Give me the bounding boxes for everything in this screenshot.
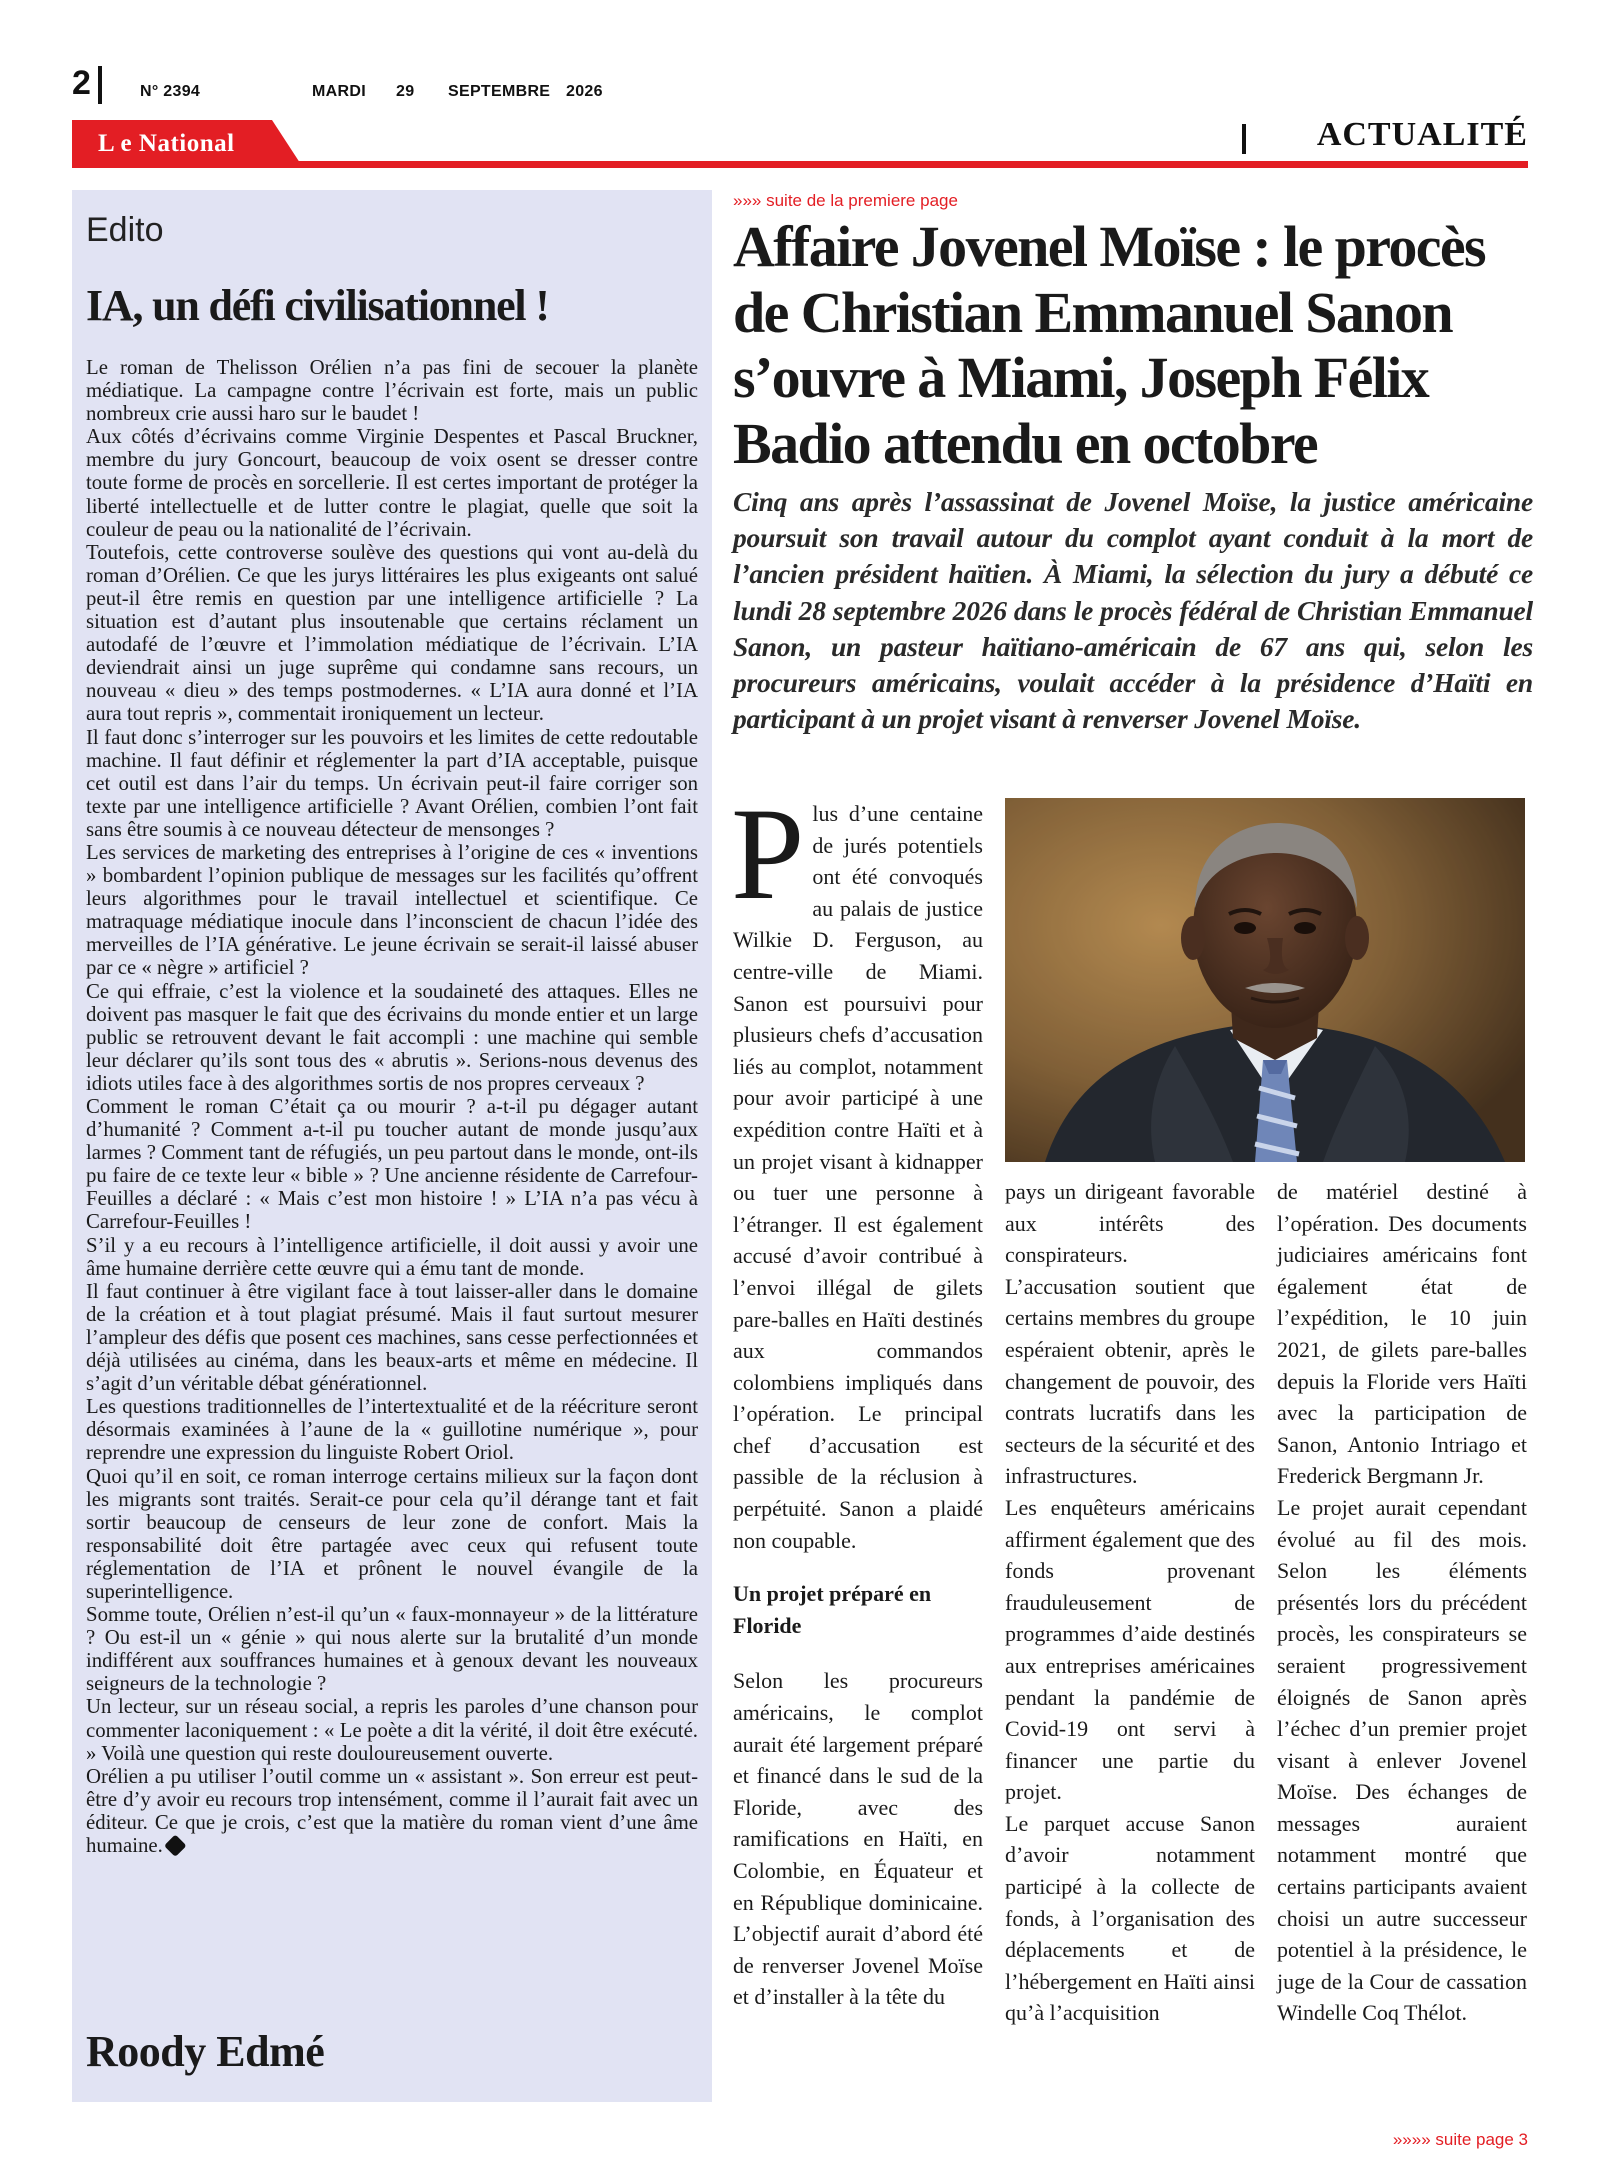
article-paragraph: pays un dirigeant favorable aux intérêts des conspirateurs. — [1005, 1179, 1255, 1268]
edito-paragraph: Quoi qu’il en soit, ce roman interroge certains milieux sur la façon dont les migrants sont traités. Serait-ce pour cela qu’il dérange tant et fait sortir beaucoup de censeurs de leur zone de confort. Mais la responsabilité doit être partagée avec ceux qui refusent toute réglementation de l’IA et prônent le nouvel évangile de la superintelligence. — [86, 1464, 698, 1603]
article-subhead: Un projet préparé en Floride — [733, 1581, 932, 1638]
edito-paragraph: Ce qui effraie, c’est la violence et la soudaineté des attaques. Elles ne doivent pas masquer le fait que des écrivains du monde entier et un large public se retrouvent devant le fait accompli : une machine qui semble leur déclarer qu’ils sont tous des « abrutis ». Serions-nous devenus des idiots utiles face à des algorithmes sortis de nos propres cerveaux ? — [86, 979, 698, 1095]
page-number: 2 — [72, 64, 91, 102]
date-month: SEPTEMBRE — [448, 83, 551, 100]
edito-paragraph: Aux côtés d’écrivains comme Virginie Despentes et Pascal Bruckner, membre du jury Goncourt, beaucoup de voix osent se dresser contre toute forme de procès en sorcellerie. Il est certes important de protéger la liberté intellectuelle et de lutter contre le plagiat, quelle que soit la couleur de peau ou la nationalité de l’écrivain. — [86, 425, 698, 541]
edito-paragraph: Somme toute, Orélien n’est-il qu’un « faux-monnayeur » de la littérature ? Ou est-il un « génie » qui nous alerte sur la brutalité d’un monde indifférent aux souffrances humaines et à genoux devant les nouveaux seigneurs de la technologie ? — [86, 1603, 698, 1696]
edito-paragraph: Les questions traditionnelles de l’intertextualité et de la réécriture seront désormais examinées à l’aune de la « guillotine numérique », pour reprendre une expression du linguiste Robert Oriol. — [86, 1395, 698, 1465]
section-label: ACTUALITÉ — [1316, 116, 1528, 153]
edito-title: IA, un défi civilisationnel ! — [86, 281, 549, 330]
edito-paragraph: Toutefois, cette controverse soulève des questions qui vont au-delà du roman d’Orélien. Ce que les jurys littéraires les plus exigeants ont salué peut-il être remis en question par une intelligence artificielle ? La situation est d’autant plus insoutenable que certains réclament un autodafé de l’œuvre et l’immolation médiatique de l’écrivain. L’IA deviendrait ainsi un juge suprême qui condamne sans recours, un nouveau « dieu » des temps postmodernes. « L’IA aura donné et l’IA aura tout repris », commentait ironiquement un lecteur. — [86, 540, 698, 726]
edito-paragraph: Comment le roman C’était ça ou mourir ? a-t-il pu dégager autant d’humanité ? Comment a-t-il pu toucher autant de monde jusqu’aux larmes ? Comment tant de réfugiés, un peu partout dans le monde, ont-ils pu faire de ce texte leur « bible » ? Une ancienne résidente de Carrefour-Feuilles a déclaré : « Mais c’est mon histoire ! » L’IA n’a pas vécu à Carrefour-Feuilles ! — [86, 1095, 698, 1234]
edito-paragraph: Un lecteur, sur un réseau social, a repris les paroles d’une chanson pour commenter laconiquement : « Le poète a dit la vérité, il doit être exécuté. » Voilà une question qui reste douloureusement ouverte. — [86, 1695, 698, 1765]
edito-paragraph: Les services de marketing des entreprises à l’origine de ces « inventions » bombardent l’opinion publique de messages sur les facilités qu’offrent leurs algorithmes pour le travail intellectuel et scientifique. Ce matraquage médiatique inocule dans l’inconscient de chacun l’idée des merveilles de l’IA générative. Le jeune écrivain se serait-il laissé abuser par ce « nègre » artificiel ? — [86, 840, 698, 980]
newspaper-masthead — [72, 120, 302, 166]
continued-on-link[interactable]: »»»» suite page 3 — [1392, 2130, 1528, 2149]
date-year: 2026 — [566, 83, 603, 100]
edito-body — [86, 356, 698, 1857]
article-lead: Cinq ans après l’assassinat de Jovenel Moïse, la justice américaine poursuit son travail autour du complot ayant conduit à la mort de l’ancien président haïtien. À Miami, la sélection du jury a débuté ce lundi 28 septembre 2026 dans le procès fédéral de Christian Emmanuel Sanon, un pasteur haïtiano-américain de 67 ans qui, selon les procureurs américains, voulait accéder à la présidence d’Haïti en participant à un projet visant à renverser Jovenel Moïse. — [733, 486, 1533, 735]
article-column-3 — [1277, 1176, 1527, 2029]
article-paragraph: Les enquêteurs américains affirment également que des fonds provenant frauduleusement de programmes d’aide destinés aux entreprises américaines pendant la pandémie de Covid-19 ont servi à financer une partie du projet. — [1005, 1494, 1255, 1805]
date-weekday: MARDI — [312, 83, 366, 100]
article-paragraph: L’accusation soutient que certains membres du groupe espéraient obtenir, après le changement de pouvoir, des contrats lucratifs dans les secteurs de la sécurité et des infrastructures. — [1005, 1273, 1255, 1489]
edito-paragraph: Il faut donc s’interroger sur les pouvoirs et les limites de cette redoutable machine. Il faut définir et réglementer la part d’IA acceptable, puisque cet outil est dans l’air du temps. Un écrivain peut-il faire corriger son texte par une intelligence artificielle ? Avant Orélien, combien l’ont fait sans être soumis à ce nouveau détecteur de mensonges ? — [86, 725, 698, 841]
header-rule — [72, 161, 1528, 168]
article-paragraph — [731, 780, 983, 1556]
portrait-illustration — [1005, 798, 1525, 1162]
article-paragraph: Le projet aurait cependant évolué au fil des mois. Selon les éléments présentés lors du précédent procès, les conspirateurs se seraient progressivement éloignés de Sanon après l’échec d’un premier projet visant à enlever Jovenel Moïse. Des échanges de messages auraient notamment montré que certains participants avaient choisi un autre successeur potentiel à la présidence, le juge de la Cour de cassation Windelle Coq Thélot. — [1277, 1494, 1527, 2026]
masthead-title: L e National — [98, 130, 235, 157]
date-day: 29 — [396, 83, 415, 100]
page-number-divider — [98, 66, 102, 104]
edito-paragraph: S’il y a eu recours à l’intelligence artificielle, il doit aussi y avoir une âme humaine derrière cette œuvre qui a ému tant de monde. — [86, 1233, 698, 1280]
edito-panel — [72, 190, 712, 2102]
article-paragraph: Le parquet accuse Sanon d’avoir notamment participé à la collecte de fonds, à l’organisation des déplacements et de l’hébergement en Haïti ainsi qu’à l’acquisition — [1005, 1810, 1255, 2026]
article-column-2 — [1005, 1176, 1255, 2029]
article-paragraph: Selon les procureurs américains, le complot aurait été largement préparé et financé dans le sud de la Floride, avec des ramifications en Haïti, en Colombie, en Équateur et en République dominicaine. L’objectif aurait d’abord été de renverser Jovenel Moïse et d’installer à la tête du — [733, 1668, 983, 2010]
article-headline: Affaire Jovenel Moïse : le procès de Christian Emmanuel Sanon s’ouvre à Miami, Joseph Félix Badio attendu en octobre — [733, 214, 1485, 476]
article-paragraph-text: lus d’une centaine de jurés potentiels ont été convoqués au palais de justice Wilkie D. Ferguson, au centre-ville de Miami. Sanon est poursuivi pour plusieurs chefs d’accusation liés au complot, notamment pour avoir participé à une expédition contre Haïti et à un projet visant à kidnapper ou tuer une personne à l’étranger. Il est également accusé d’avoir contribué à l’envoi illégal de gilets pare-balles en Haïti destinés aux commandos colombiens impliqués dans l’opération. Le principal chef d’accusation est passible de la réclusion à perpétuité. Sanon a plaidé non coupable. — [733, 801, 983, 1553]
edito-paragraph-text: Orélien a pu utiliser l’outil comme un « assistant ». Son erreur est peut-être d’y avoir eu recours trop intensément, comme il l’aurait fait avec un éditeur. Ce que je crois, c’est que la matière du roman vient d’une âme humaine. — [86, 1764, 698, 1857]
article-paragraph: de matériel destiné à l’opération. Des documents judiciaires américains font également état de l’expédition, le 10 juin 2021, de gilets pare-balles depuis la Floride vers Haïti avec la participation de Sanon, Antonio Intriago et Frederick Bergmann Jr. — [1277, 1179, 1527, 1489]
edito-author: Roody Edmé — [86, 2027, 325, 2076]
edito-kicker: Edito — [86, 211, 164, 249]
portrait-photo — [1005, 798, 1525, 1162]
edito-paragraph: Le roman de Thelisson Orélien n’a pas fini de secouer la planète médiatique. La campagne contre l’écrivain est forte, mais un public nombreux crie aussi haro sur le baudet ! — [86, 356, 698, 426]
edito-paragraph-last — [86, 1765, 698, 1857]
edito-paragraph: Il faut continuer à être vigilant face à tout laisser-aller dans le domaine de la création et à tout plagiat présumé. Mais il faut surtout mesurer l’ampleur des défis que posent ces machines, sans cesse perfectionnées et déjà utilisées au cinéma, dans les beaux-arts et même en médecine. Il s’agit d’un véritable débat générationnel. — [86, 1279, 698, 1396]
section-divider — [1242, 124, 1246, 154]
article-column-1 — [731, 780, 983, 2013]
issue-number: N° 2394 — [140, 83, 201, 100]
drop-cap: P — [731, 780, 805, 927]
continued-from-link[interactable]: »»» suite de la premiere page — [733, 191, 958, 210]
end-mark-icon — [164, 1834, 187, 1857]
